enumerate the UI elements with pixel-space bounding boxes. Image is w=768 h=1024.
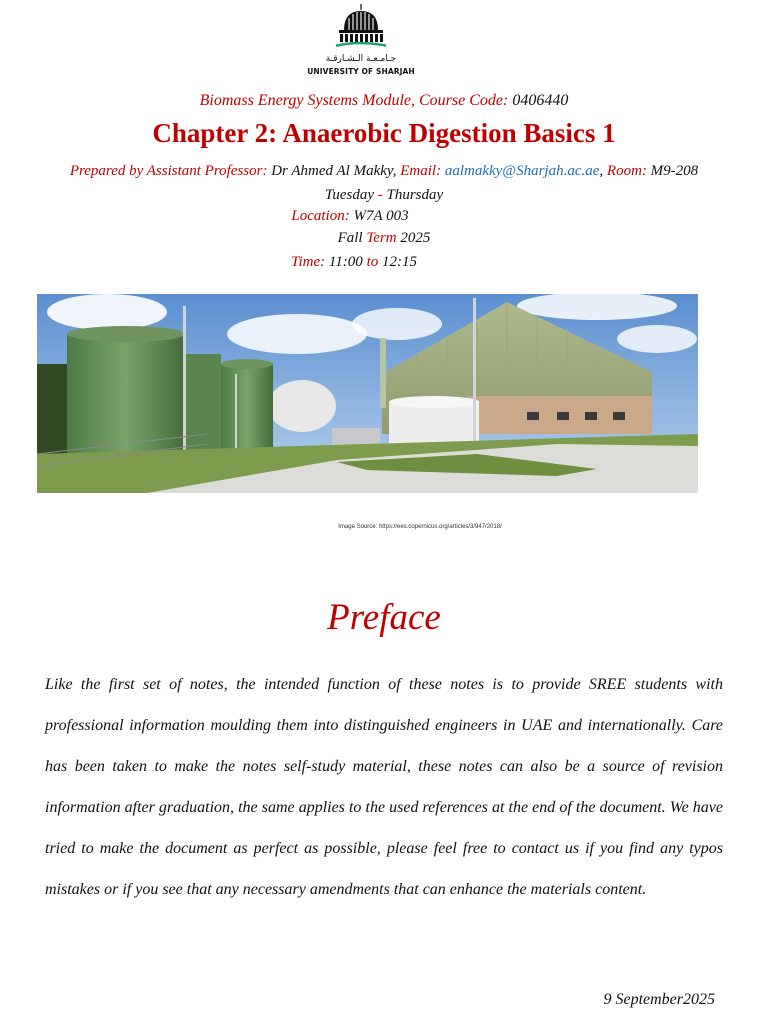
prepared-label: Prepared by Assistant Professor: (69, 163, 268, 179)
course-code: 0406440 (512, 92, 569, 109)
time-to: to (366, 254, 379, 270)
biogas-plant-photo (37, 294, 698, 493)
days-line (0, 187, 768, 204)
university-logo (304, 4, 418, 80)
room-label: Room: (606, 163, 647, 179)
image-source-caption: Image Source: https://ees.copernicus.org/articles/3/947/2018/ (338, 524, 502, 530)
preface-heading: Preface (327, 597, 441, 638)
email-label: Email: (400, 163, 442, 179)
location-label: Location: (291, 208, 350, 224)
author-line: Prepared by Assistant Professor: Dr Ahmed Al Makky, Email: aalmakky@Sharjah.ac.ae, Room: M9-208 (69, 163, 699, 179)
term-word: Term (366, 230, 397, 246)
location-line (0, 208, 700, 225)
day-separator: - (377, 187, 383, 203)
course-label: Biomass Energy Systems Module, Course Code: (199, 92, 509, 109)
university-name: UNIVERSITY OF SHARJAH (307, 67, 415, 76)
time-end: 12:15 (381, 254, 417, 270)
dome-emblem-icon (336, 4, 386, 48)
chapter-title: Chapter 2: Anaerobic Digestion Basics 1 (152, 118, 616, 148)
university-name-arabic: جـامـعـة الـشـارقـة (325, 54, 397, 64)
time-line (0, 254, 708, 271)
term-prefix: Fall (337, 230, 363, 246)
course-line (0, 92, 768, 110)
email-link[interactable]: aalmakky@Sharjah.ac.ae (444, 163, 600, 179)
author-name: Dr Ahmed Al Makky (271, 163, 393, 179)
day-end: Thursday (386, 187, 444, 203)
day-start: Tuesday (324, 187, 374, 203)
term-line (0, 230, 768, 247)
preface-paragraph: Like the first set of notes, the intended function of these notes is to provide SREE students with professional information moulding them into distinguished engineers in UAE and internationally. Care has been taken to make the notes self-study material, these notes can also be a source of revision information after graduation, the same applies to the used references at the end of the document. We have tried to make the document as perfect as possible, please feel free to contact us if you find any typos mistakes or if you see that any necessary amendments that can enhance the materials content. (45, 676, 723, 898)
location-value: W7A 003 (353, 208, 409, 224)
term-year: 2025 (400, 230, 431, 246)
biogas-plant-illustration (37, 294, 698, 493)
time-start: 11:00 (328, 254, 363, 270)
document-date: 9 September2025 (603, 991, 715, 1008)
room-value: M9-208 (650, 163, 699, 179)
time-label: Time: (291, 254, 326, 270)
